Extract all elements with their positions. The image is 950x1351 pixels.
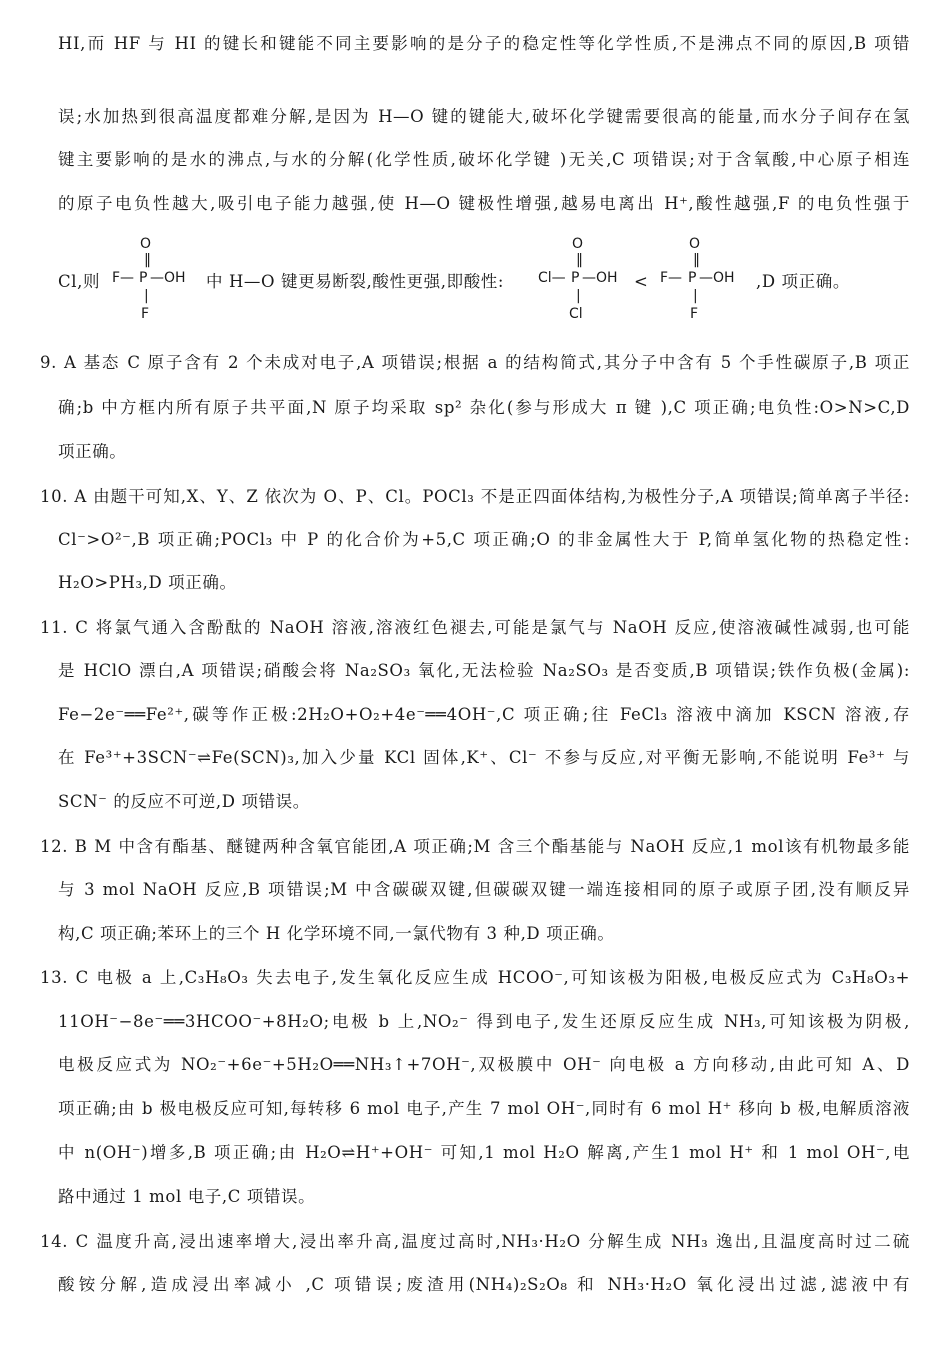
left-substituent: F— [660,270,683,286]
answer-12-line: 与 3 mol NaOH 反应,B 项错误;M 中含碳碳双键,但碳碳双键一端连接相同的原子或原子团,没有顺反异 [58,880,910,899]
oxygen-atom: O [689,236,701,252]
double-bond: ‖ [576,252,583,268]
oxygen-atom: O [572,236,584,252]
answer-10-line: H₂O>PH₃,D 项正确。 [58,573,237,592]
struct-prefix: Cl,则 [58,272,101,291]
answer-13-line: 中 n(OH⁻)增多,B 项正确;由 H₂O⇌H⁺+OH⁻ 可知,1 mol H₂O 解离,产生1 mol H⁺ 和 1 mol OH⁻,电 [58,1143,910,1162]
hydroxyl-group: —OH [699,270,735,286]
answer-10-line: Cl⁻>O²⁻,B 项正确;POCl₃ 中 P 的化合价为+5,C 项正确;O 的非金属性大于 P,简单氢化物的热稳定性: [58,530,910,549]
struct-middle-text: 中 H—O 键更易断裂,酸性更强,即酸性: [206,272,505,291]
left-substituent: Cl— [538,270,566,286]
text-line: 键主要影响的是水的沸点,与水的分解(化学性质,破坏化学键 )无关,C 项错误;对于含氧酸,中心原子相连 [58,150,910,169]
answer-9-line: 项正确。 [58,442,127,461]
answer-11-line: 是 HClO 漂白,A 项错误;硝酸会将 Na₂SO₃ 氧化,无法检验 Na₂SO₃ 是否变质,B 项错误;铁作负极(金属): [58,661,910,680]
less-than-sign: < [634,272,649,291]
answer-14-line: 酸铵分解,造成浸出率减小 ,C 项错误;废渣用(NH₄)₂S₂O₈ 和 NH₃·H₂O 氧化浸出过滤,滤液中有 [58,1275,910,1294]
answer-13-line: 项正确;由 b 极电极反应可知,每转移 6 mol 电子,产生 7 mol OH⁻,同时有 6 mol H⁺ 移向 b 极,电解质溶液 [58,1099,910,1118]
hydroxyl-group: —OH [150,270,186,286]
answer-13-line: 11OH⁻−8e⁻══3HCOO⁻+8H₂O;电极 b 上,NO₂⁻ 得到电子,发生还原反应生成 NH₃,可知该极为阴极, [58,1012,910,1031]
answer-9-line: 确;b 中方框内所有原子共平面,N 原子均采取 sp² 杂化(参与形成大 π 键 ),C 项正确;电负性:O>N>C,D [58,398,910,417]
answer-13-line: 路中通过 1 mol 电子,C 项错误。 [58,1187,316,1206]
phosphorus-atom: P [571,270,580,286]
left-substituent: F— [112,270,135,286]
text-line: 的原子电负性越大,吸引电子能力越强,使 H—O 键极性增强,越易电离出 H⁺,酸性越强,F 的电负性强于 [58,194,910,213]
double-bond: ‖ [144,252,151,268]
answer-11-line: Fe−2e⁻══Fe²⁺,碳等作正极:2H₂O+O₂+4e⁻══4OH⁻,C 项正确;往 FeCl₃ 溶液中滴加 KSCN 溶液,存 [58,705,910,724]
bottom-substituent: F [690,306,699,322]
phosphorus-atom: P [139,270,148,286]
double-bond: ‖ [693,252,700,268]
answer-13-line: 电极反应式为 NO₂⁻+6e⁻+5H₂O══NH₃↑+7OH⁻,双极膜中 OH⁻ 向电极 a 方向移动,由此可知 A、D [58,1055,910,1074]
text-line: 误;水加热到很高温度都难分解,是因为 H—O 键的键能大,破坏化学键需要很高的能量,而水分子间存在氢 [58,107,910,126]
answer-13-line: 13. C 电极 a 上,C₃H₈O₃ 失去电子,发生氧化反应生成 HCOO⁻,可知该极为阳极,电极反应式为 C₃H₈O₃+ [40,968,910,987]
text-line: HI,而 HF 与 HI 的键长和键能不同主要影响的是分子的稳定性等化学性质,不是沸点不同的原因,B 项错 [58,34,910,53]
phosphorus-atom: P [688,270,697,286]
answer-11-line: 在 Fe³⁺+3SCN⁻⇌Fe(SCN)₃,加入少量 KCl 固体,K⁺、Cl⁻ 不参与反应,对平衡无影响,不能说明 Fe³⁺ 与 [58,748,910,767]
answer-14-line: 14. C 温度升高,浸出速率增大,浸出率升高,温度过高时,NH₃·H₂O 分解生成 NH₃ 逸出,且温度高时过二硫 [40,1232,910,1251]
single-bond: | [693,288,698,304]
answer-9-line: 9. A 基态 C 原子含有 2 个未成对电子,A 项错误;根据 a 的结构简式,其分子中含有 5 个手性碳原子,B 项正 [40,353,910,372]
answer-11-line: 11. C 将氯气通入含酚酞的 NaOH 溶液,溶液红色褪去,可能是氯气与 NaOH 反应,使溶液碱性减弱,也可能 [40,618,910,637]
answer-11-line: SCN⁻ 的反应不可逆,D 项错误。 [58,792,310,811]
answer-12-line: 12. B M 中含有酯基、醚键两种含氧官能团,A 项正确;M 含三个酯基能与 NaOH 反应,1 mol该有机物最多能 [40,837,910,856]
bottom-substituent: Cl [569,306,583,322]
struct-suffix: ,D 项正确。 [756,272,850,291]
hydroxyl-group: —OH [582,270,618,286]
answer-10-line: 10. A 由题干可知,X、Y、Z 依次为 O、P、Cl。POCl₃ 不是正四面体结构,为极性分子,A 项错误;简单离子半径: [40,487,910,506]
single-bond: | [576,288,581,304]
answer-12-line: 构,C 项正确;苯环上的三个 H 化学环境不同,一氯代物有 3 种,D 项正确。 [58,924,615,943]
structural-formula-fpof-oh [660,236,770,326]
single-bond: | [144,288,149,304]
bottom-substituent: F [141,306,150,322]
oxygen-atom: O [140,236,152,252]
